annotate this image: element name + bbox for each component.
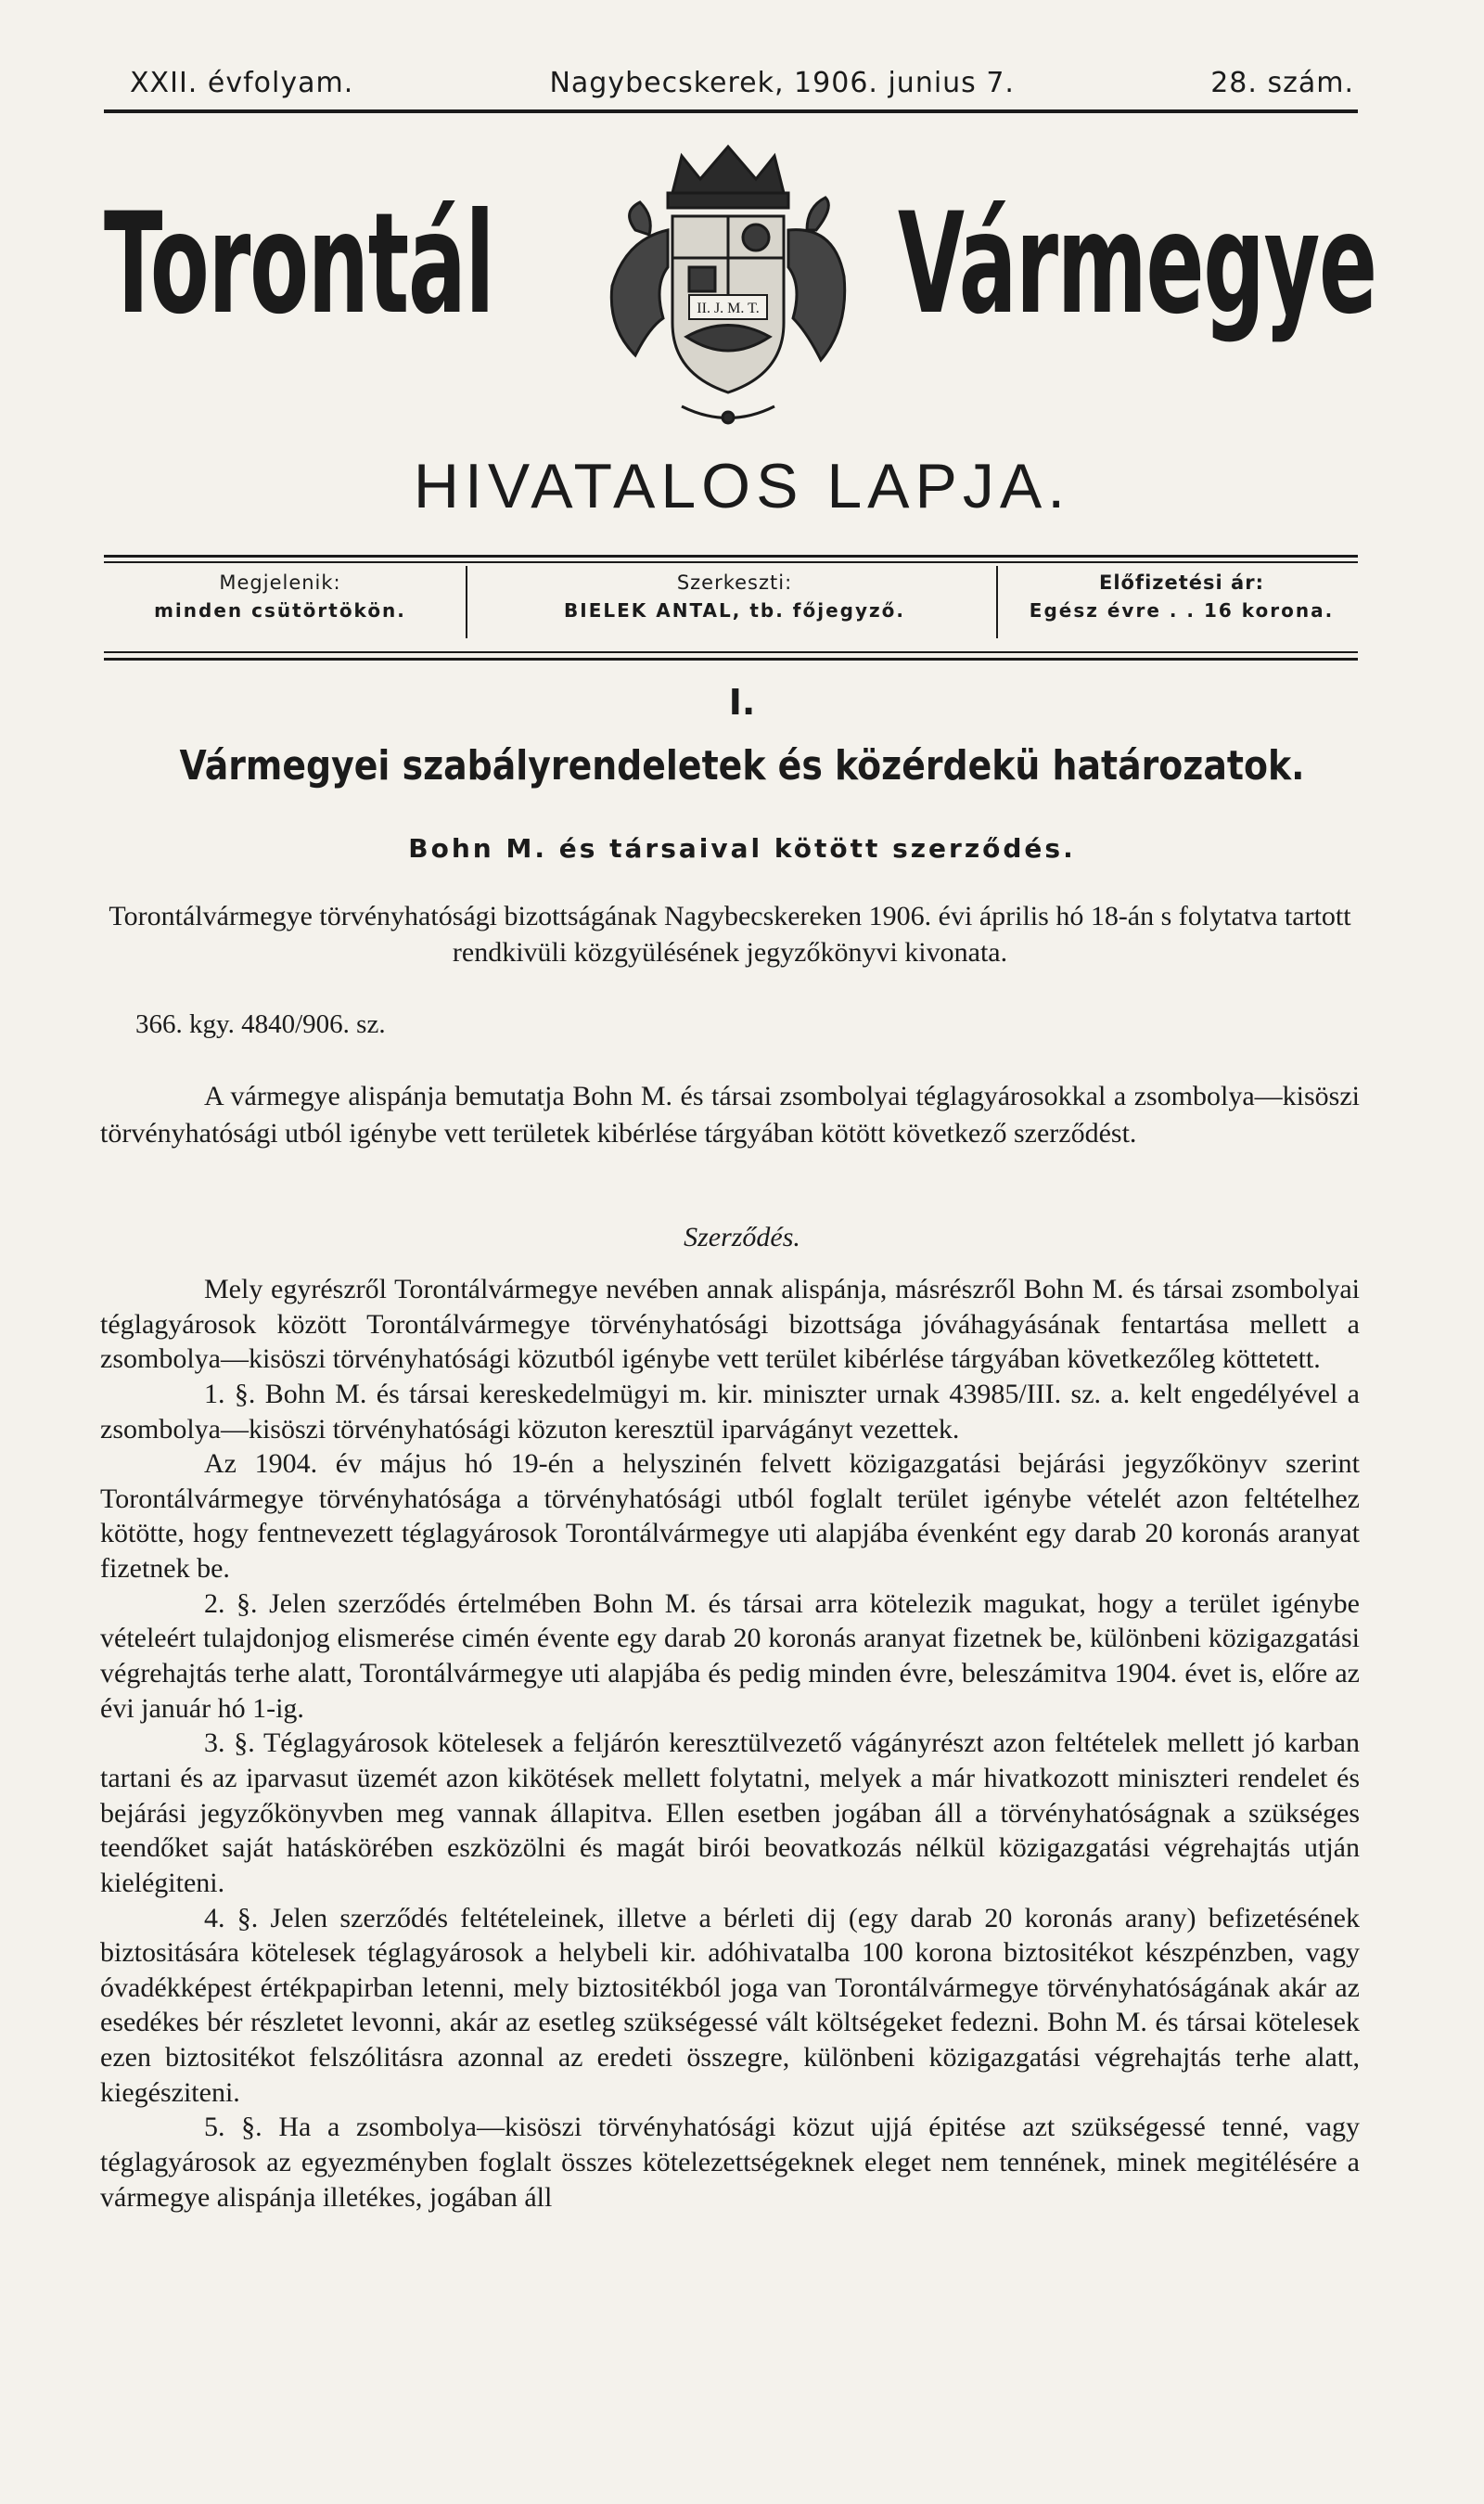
subscription-label: Előfizetési ár: [1099, 571, 1264, 594]
subscription-column [1005, 571, 1358, 622]
column-divider [996, 566, 998, 638]
contract-paragraph: 1. §. Bohn M. és társai kereskedelmügyi m. kir. miniszter urnak 43985/III. sz. a. kelt engedélyével a zsombolya—kisöszi törvényhatósági közuton keresztül iparvágányt vezettek. [100, 1378, 1360, 1445]
editor-label: Szerkeszti: [676, 571, 793, 594]
column-divider [466, 566, 467, 638]
top-rule [104, 109, 1358, 113]
editor-column [475, 571, 994, 622]
issue-line [130, 67, 1354, 99]
contract-paragraph: 2. §. Jelen szerződés értelmében Bohn M. és társai arra kötelezik magukat, hogy a terület igénybe vételeért tulajdonjog elismerése cimén évente egy darab 20 koronás aranyat fizetnek be, különbeni közigazgatási végrehajtás terhe alatt, Torontálvármegye uti alapjába és pedig minden évre, beleszámitva 1904. évet is, előre az évi január hó 1-ig. [100, 1587, 1360, 1724]
contract-paragraph: Mely egyrészről Torontálvármegye nevében annak alispánja, másrészről Bohn M. és társai zsombolyai téglagyárosok között Torontálvármegye törvényhatósági bizottsága jóváhagyásának fentartása mellett a zsombolya—kisöszi törvényhatósági közutból igénybe vett terület kibérlése tárgyában következőleg köttetett. [100, 1274, 1360, 1375]
contract-paragraph: 5. §. Ha a zsombolya—kisöszi törvényhatósági közut ujjá épitése azt szükségessé tenné, vagy téglagyárosok az egyezményben foglalt összes kötelezettségeknek eleget nem tennének, minek megitélésére a vármegye alispánja illetékes, jogában áll [100, 2112, 1360, 2213]
subscription-value: Egész évre . . 16 korona. [1029, 599, 1335, 622]
place-date: Nagybecskerek, 1906. junius 7. [549, 67, 1015, 99]
masthead-title-left: Torontál [104, 184, 494, 345]
lead-paragraph: A vármegye alispánja bemutatja Bohn M. és társai zsombolyai téglagyárosokkal a zsombolya—kisöszi törvényhatósági utból igénybe vett területek kibérlése tárgyában kötött következő szerződést. [100, 1081, 1360, 1149]
info-bar [104, 566, 1358, 648]
coat-of-arms-icon [570, 128, 886, 443]
infobar-rule-top-1 [104, 555, 1358, 558]
issue-number: 28. szám. [1210, 67, 1354, 99]
published-column [104, 571, 456, 622]
contract-paragraph: Az 1904. év május hó 19-én a helyszinén felvett közigazgatási bejárási jegyzőkönyv szerint Torontálvármegye törvényhatósága a törvényhatósági utból foglalt terület igénybe vételét azon feltételhez kötötte, hogy fentnevezett téglagyárosok Torontálvármegye uti alapjába évenként egy darab 20 koronás aranyat fizetnek be. [100, 1448, 1360, 1585]
section-number: I. [728, 682, 756, 723]
published-label: Megjelenik: [219, 571, 341, 594]
crest-initials: II. J. M. T. [697, 301, 760, 316]
article-title: Bohn M. és társaival kötött szerződés. [408, 833, 1076, 864]
contract-paragraph: 3. §. Téglagyárosok kötelesek a feljárón keresztülvezető vágányrészt azon feltételek mellett jó karban tartani és az iparvasut üzemét azon kikötések mellett folytatni, melyek a már hivatkozott miniszteri rendelet és bejárási jegyzőkönyvben meg vannak állapitva. Ellen esetben jogában áll a törvényhatóságnak a szükséges teendőket saját hatáskörében eszközölni és magát birói beovatkozás nélkül közigazgatási végrehajtás utján kielégiteni. [100, 1727, 1360, 1898]
section-title: Vármegyei szabályrendeletek és közérdekü határozatok. [179, 742, 1305, 790]
article-intro: Torontálvármegye törvényhatósági bizottságának Nagybecskereken 1906. évi április hó 18-án s folytatva tartott rendkivüli közgyülésének jegyzőkönyvi kivonata. [109, 901, 1351, 968]
volume-label: XXII. évfolyam. [130, 67, 354, 99]
infobar-rule-bottom-1 [104, 651, 1358, 653]
contract-body [100, 1272, 1360, 2215]
infobar-rule-bottom-2 [104, 658, 1358, 661]
published-value: minden csütörtökön. [154, 599, 406, 622]
contract-title: Szerződés. [684, 1222, 800, 1252]
masthead-title-right: Vármegye [898, 184, 1376, 345]
masthead-subtitle: HIVATALOS LAPJA. [413, 451, 1071, 521]
infobar-rule-top-2 [104, 561, 1358, 563]
editor-value: BIELEK ANTAL, tb. főjegyző. [564, 599, 905, 622]
reference-number: 366. kgy. 4840/906. sz. [135, 1009, 386, 1039]
contract-paragraph: 4. §. Jelen szerződés feltételeinek, illetve a bérleti dij (egy darab 20 koronás arany) befizetésének biztositására kötelesek téglagyárosok a helybeli kir. adóhivatalba 100 korona biztositékot készpénzben, vagy óvadékképest értékpapirban letenni, mely biztositékból joga van Torontálvármegye törvényhatóságának akár az esedékes bér részletet levonni, akár az esetleg szükségessé vált költségeket fedezni. Bohn M. és társai kötelesek ezen biztositékot felszólitásra azonnal az eredeti összegre, különbeni közigazgatási végrehajtás terhe alatt, kiegésziteni. [100, 1902, 1360, 2108]
